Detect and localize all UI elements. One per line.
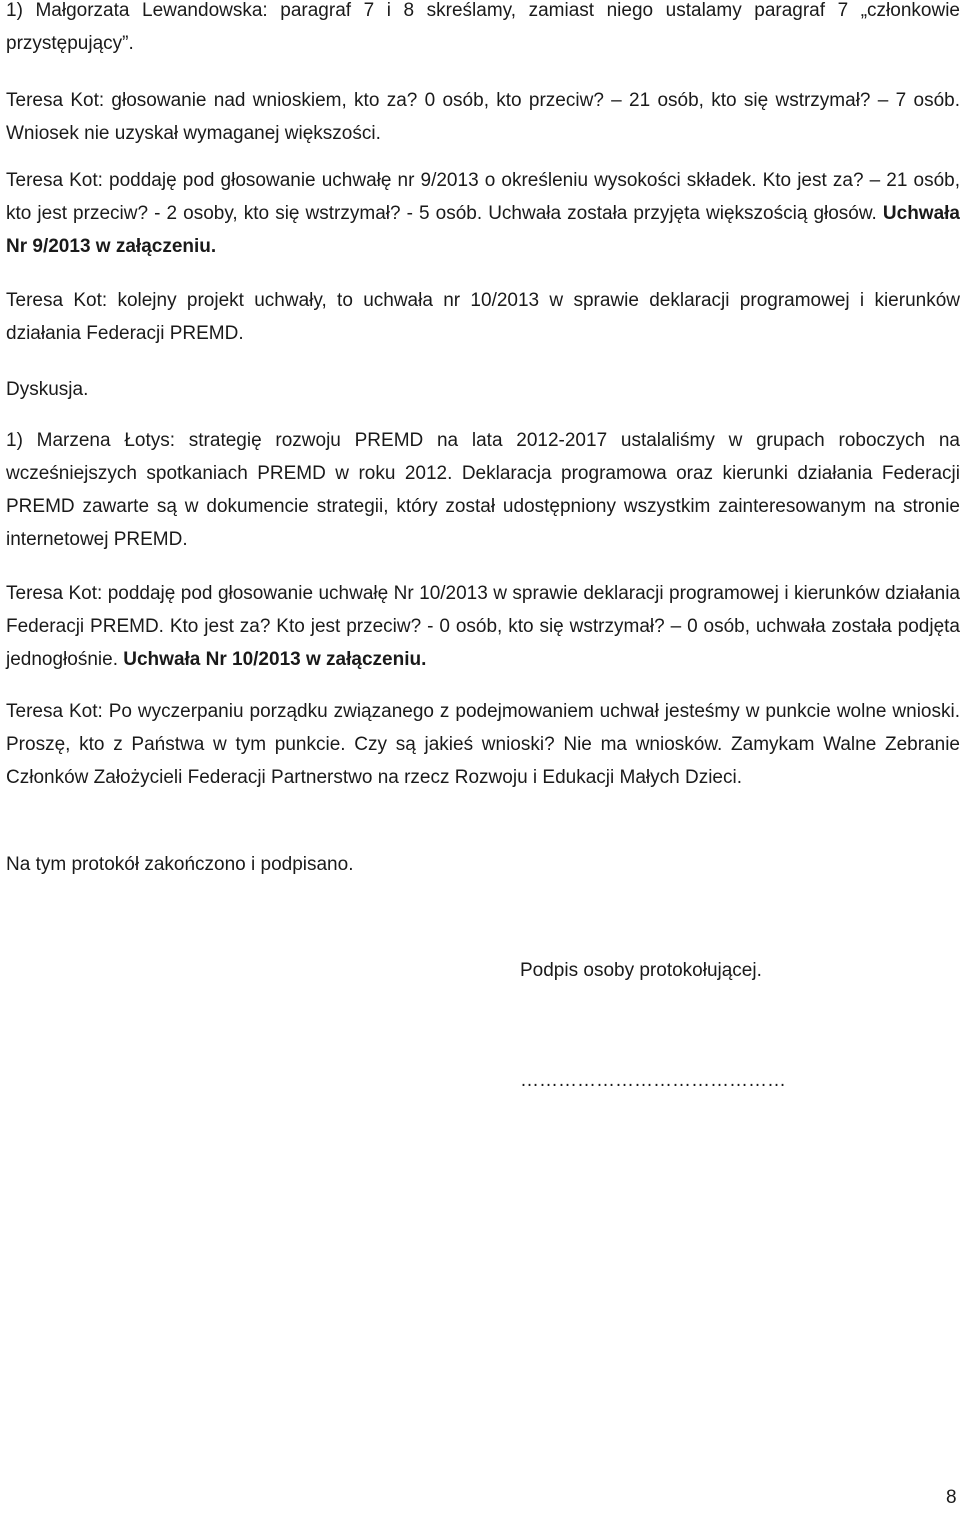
paragraph-vote-motion: Teresa Kot: głosowanie nad wnioskiem, kto za? 0 osób, kto przeciw? – 21 osób, kto się wstrzymał? – 7 osób. Wniosek nie uzyskał wymaganej większości. — [6, 90, 960, 144]
paragraph-text: Teresa Kot: poddaję pod głosowanie uchwałę nr 9/2013 o określeniu wysokości składek. Kto jest za? – 21 osób, kto jest przeciw? - 2 osoby, kto się wstrzymał? - 5 osób. Uchwała została przyjęta większością głosów. — [6, 170, 960, 224]
signature-label: Podpis osoby protokołującej. — [520, 960, 762, 981]
paragraph-resolution-9 — [6, 164, 960, 263]
paragraph-lotys-strategy: 1) Marzena Łotys: strategię rozwoju PREMD na lata 2012-2017 ustalaliśmy w grupach roboczych na wcześniejszych spotkaniach PREMD w roku 2012. Deklaracja programowa oraz kierunki działania Federacji PREMD zawarte są w dokumencie strategii, który został udostępniony wszystkim zainteresowanym na stronie internetowej PREMD. — [6, 430, 960, 550]
resolution-9-attachment-note: Uchwała Nr 9/2013 w załączeniu. — [6, 203, 960, 257]
resolution-10-attachment-note: Uchwała Nr 10/2013 w załączeniu. — [123, 649, 427, 670]
paragraph-resolution-10-vote — [6, 577, 960, 676]
paragraph-discussion: Dyskusja. — [6, 379, 89, 400]
paragraph-closing-meeting: Teresa Kot: Po wyczerpaniu porządku związanego z podejmowaniem uchwał jesteśmy w punkcie wolne wnioski. Proszę, kto z Państwa w tym punkcie. Czy są jakieś wnioski? Nie ma wniosków. Zamykam Walne Zebranie Członków Założycieli Federacji Partnerstwo na rzecz Rozwoju i Edukacji Małych Dzieci. — [6, 701, 960, 788]
signature-line: …………………………………… — [520, 1070, 786, 1091]
paragraph-text: Teresa Kot: poddaję pod głosowanie uchwałę Nr 10/2013 w sprawie deklaracji programowej i kierunków działania Federacji PREMD. Kto jest za? Kto jest przeciw? - 0 osób, kto się wstrzymał? – 0 osób, uchwała została podjęta jednogłośnie. — [6, 583, 960, 670]
paragraph-resolution-10-project: Teresa Kot: kolejny projekt uchwały, to uchwała nr 10/2013 w sprawie deklaracji programowej i kierunków działania Federacji PREMD. — [6, 290, 960, 344]
page-number: 8 — [946, 1487, 957, 1508]
paragraph-amendment-lewandowska: 1) Małgorzata Lewandowska: paragraf 7 i 8 skreślamy, zamiast niego ustalamy paragraf 7 „członkowie przystępujący”. — [6, 0, 960, 54]
paragraph-protocol-end: Na tym protokół zakończono i podpisano. — [6, 854, 354, 875]
